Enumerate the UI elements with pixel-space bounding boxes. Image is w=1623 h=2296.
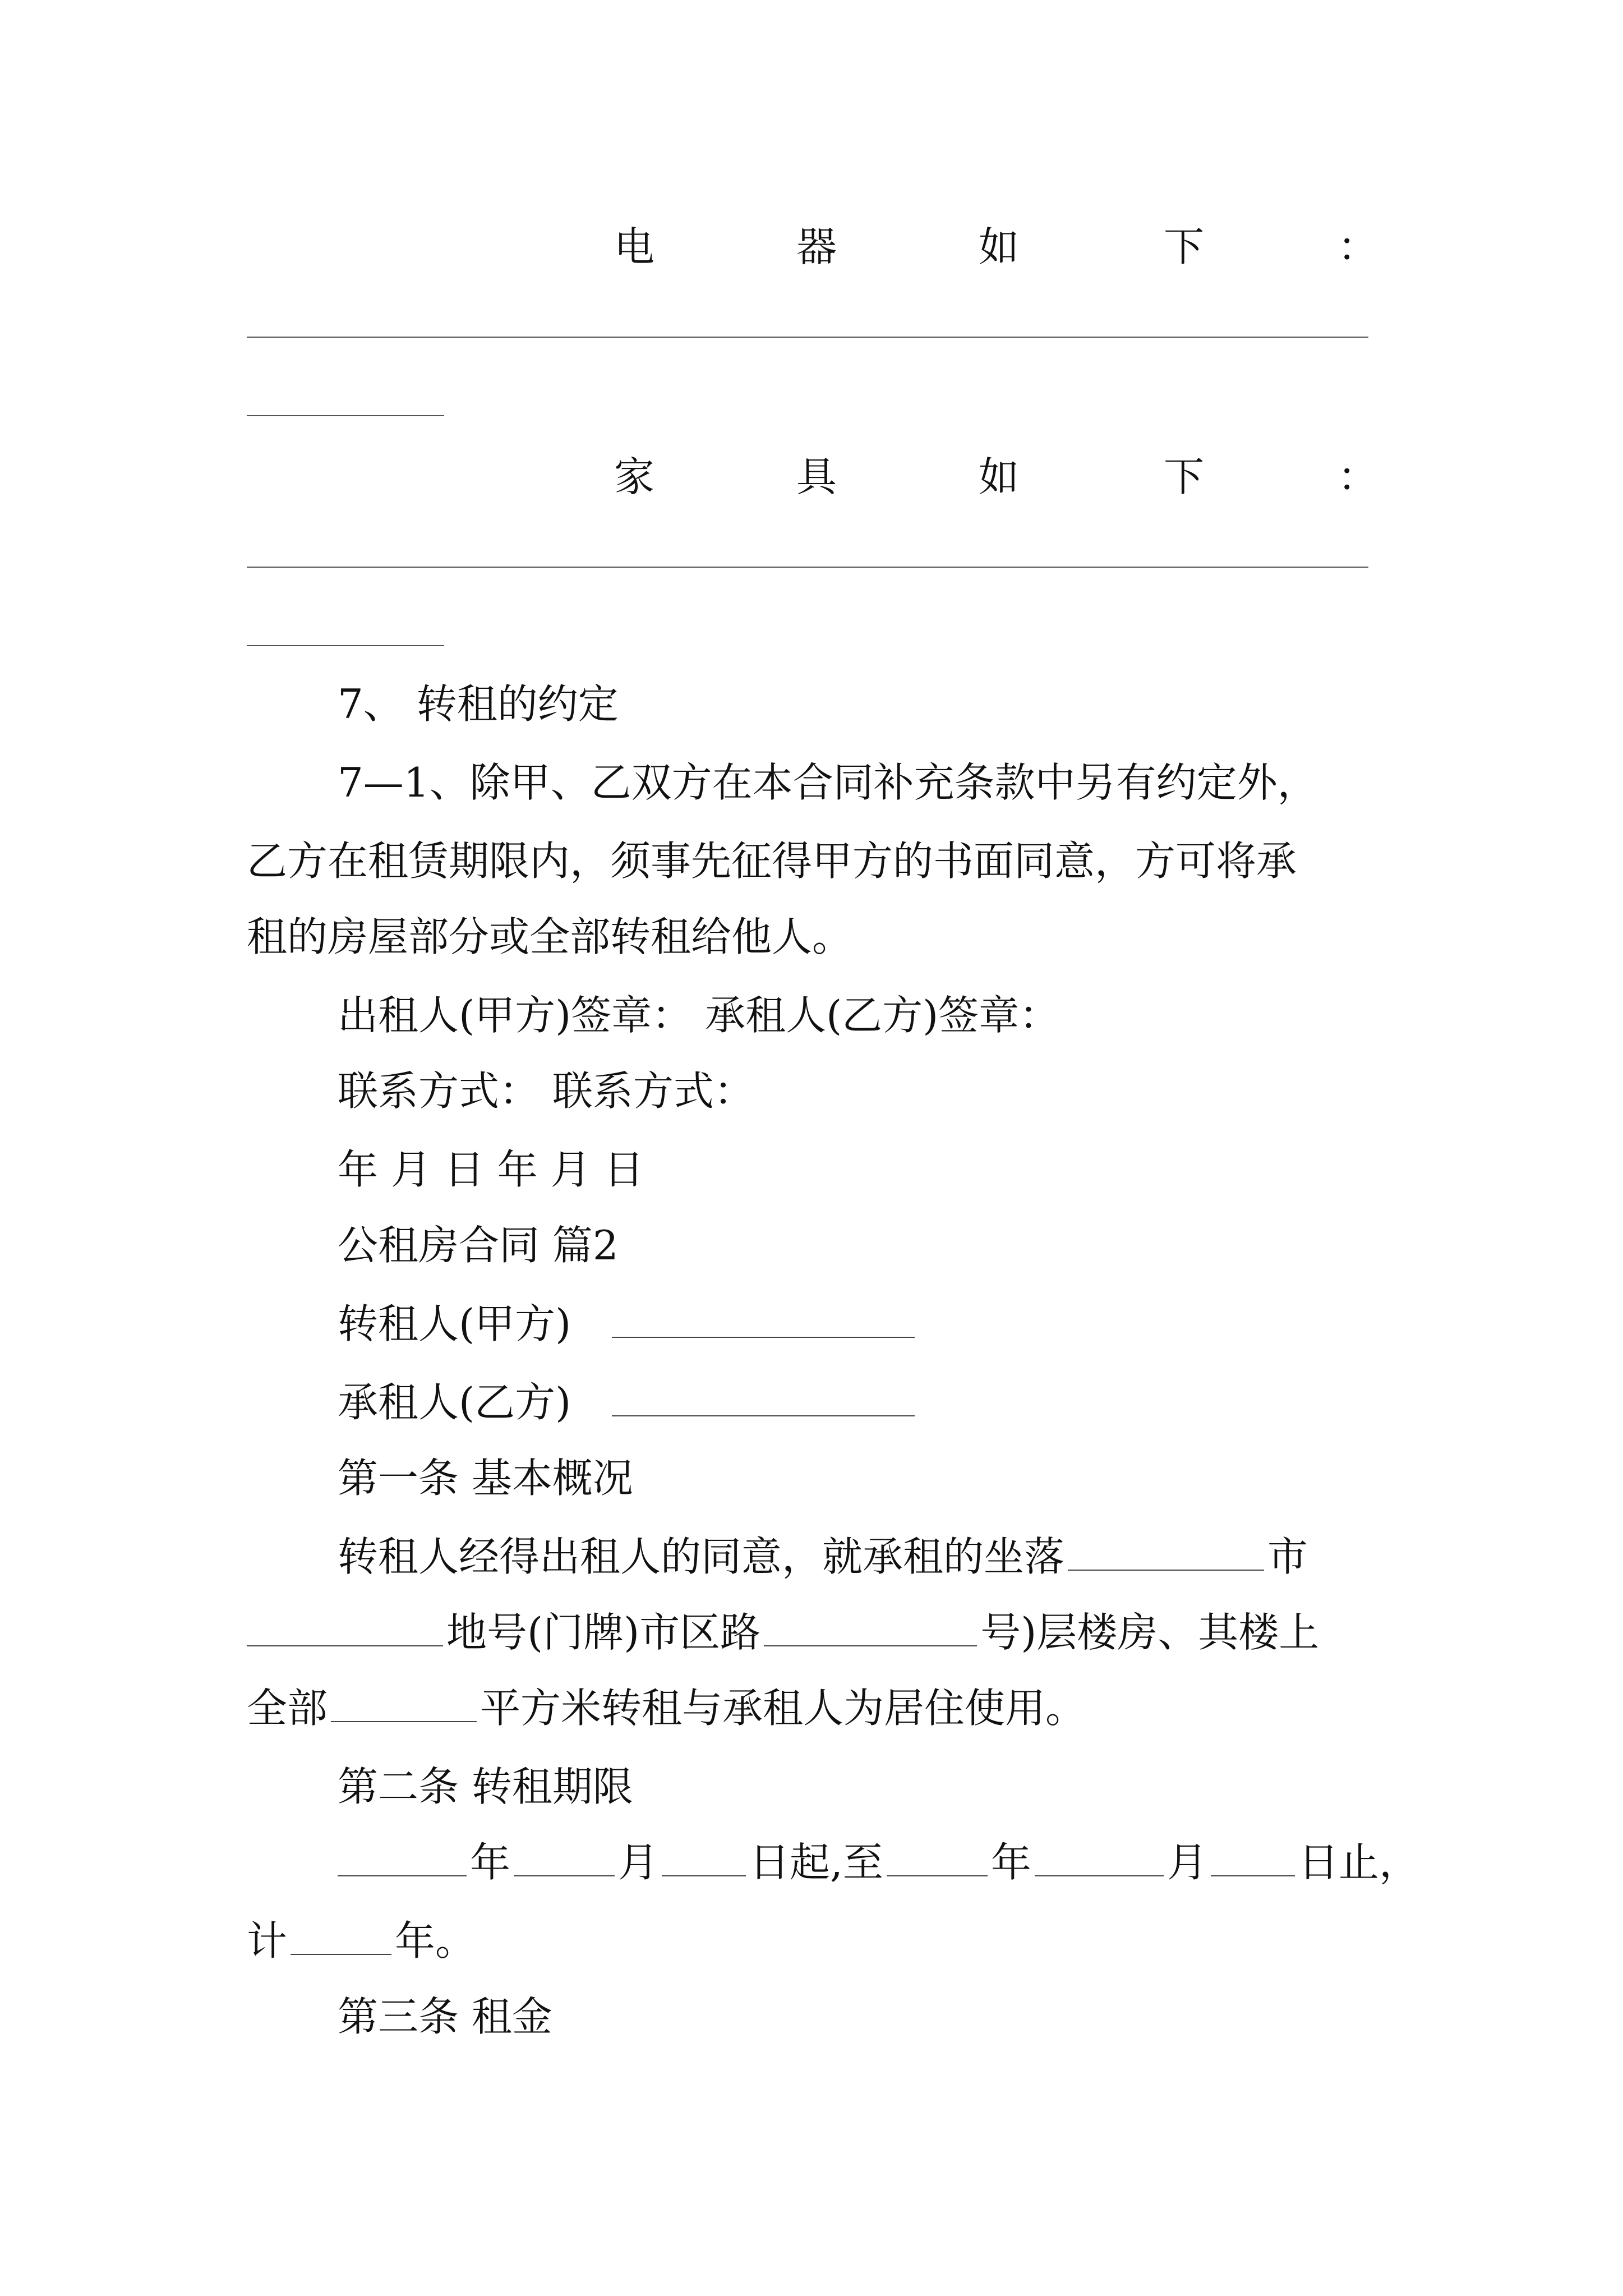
article-1-line-2 bbox=[247, 1604, 1385, 1660]
section-7-title: 7、 转租的约定 bbox=[338, 680, 619, 728]
total-years-blank[interactable] bbox=[291, 1953, 391, 1955]
party-b-blank[interactable] bbox=[612, 1415, 915, 1416]
article-1-text-2: 市 bbox=[1267, 1533, 1308, 1580]
location-blank[interactable] bbox=[1068, 1569, 1264, 1571]
road-blank[interactable] bbox=[764, 1645, 977, 1646]
total-label: 计 bbox=[247, 1917, 288, 1964]
party-a-label: 转租人(甲方) bbox=[338, 1300, 571, 1347]
party-a-blank[interactable] bbox=[612, 1336, 915, 1338]
article-1-line-3 bbox=[247, 1680, 1385, 1736]
total-years-label: 年。 bbox=[395, 1917, 476, 1964]
section-7-1-line-1: 7—1、除甲、乙双方在本合同补充条款中另有约定外， bbox=[338, 759, 1318, 806]
start-day-label: 日起,至 bbox=[749, 1839, 883, 1886]
end-day-blank[interactable] bbox=[1211, 1875, 1295, 1876]
area-blank[interactable] bbox=[331, 1720, 477, 1722]
furniture-char-5: ： bbox=[1338, 453, 1378, 500]
start-month-blank[interactable] bbox=[514, 1875, 615, 1876]
article-1-text-5: 全部 bbox=[247, 1685, 328, 1732]
furniture-char-1: 家 bbox=[614, 453, 655, 500]
furniture-char-2: 具 bbox=[796, 453, 837, 500]
electrical-char-4: 下 bbox=[1164, 223, 1205, 270]
end-month-label: 月 bbox=[1166, 1839, 1207, 1886]
furniture-fill-line-short bbox=[247, 645, 444, 646]
electrical-char-5: ： bbox=[1338, 223, 1378, 270]
contract-2-title: 公租房合同 篇2 bbox=[338, 1222, 619, 1269]
signature-line: 出租人(甲方)签章： 承租人(乙方)签章： bbox=[338, 992, 1060, 1039]
start-day-blank[interactable] bbox=[662, 1875, 746, 1876]
article-2-title: 第二条 转租期限 bbox=[338, 1763, 633, 1810]
article-1-text-1: 转租人经得出租人的同意，就承租的坐落 bbox=[338, 1533, 1065, 1580]
end-month-blank[interactable] bbox=[1035, 1875, 1164, 1876]
party-a-line bbox=[338, 1296, 1476, 1352]
end-year-label: 年 bbox=[990, 1839, 1031, 1886]
section-7-1-line-3: 租的房屋部分或全部转租给他人。 bbox=[247, 913, 853, 960]
article-1-line-1 bbox=[338, 1529, 1476, 1585]
article-3-title: 第三条 租金 bbox=[338, 1993, 552, 2040]
date-line: 年 月 日 年 月 日 bbox=[338, 1146, 644, 1193]
article-1-text-4: 号)层楼房、其楼上 bbox=[980, 1609, 1320, 1656]
end-year-blank[interactable] bbox=[887, 1875, 988, 1876]
furniture-char-3: 如 bbox=[979, 453, 1020, 500]
contact-line: 联系方式： 联系方式： bbox=[338, 1068, 754, 1115]
district-blank[interactable] bbox=[247, 1645, 443, 1646]
furniture-char-4: 下 bbox=[1164, 453, 1205, 500]
electrical-char-3: 如 bbox=[979, 223, 1020, 270]
start-year-blank[interactable] bbox=[338, 1875, 467, 1876]
article-1-title: 第一条 基本概况 bbox=[338, 1455, 633, 1502]
article-2-line-1 bbox=[338, 1834, 1476, 1890]
end-day-label: 日止， bbox=[1298, 1839, 1419, 1886]
article-1-text-6: 平方米转租与承租人为居住使用。 bbox=[480, 1685, 1086, 1732]
party-b-label: 承租人(乙方) bbox=[338, 1379, 571, 1426]
furniture-fill-line bbox=[247, 567, 1368, 568]
electrical-char-2: 器 bbox=[796, 223, 837, 270]
section-7-1-line-2: 乙方在租赁期限内，须事先征得甲方的书面同意，方可将承 bbox=[247, 838, 1297, 885]
electrical-fill-line bbox=[247, 337, 1368, 338]
electrical-fill-line-short bbox=[247, 415, 444, 416]
start-month-label: 月 bbox=[618, 1839, 659, 1886]
start-year-label: 年 bbox=[470, 1839, 511, 1886]
party-b-line bbox=[338, 1374, 1476, 1430]
electrical-char-1: 电 bbox=[614, 223, 655, 270]
article-1-text-3: 地号(门牌)市区路 bbox=[446, 1609, 761, 1656]
article-2-line-2 bbox=[247, 1913, 1385, 1969]
